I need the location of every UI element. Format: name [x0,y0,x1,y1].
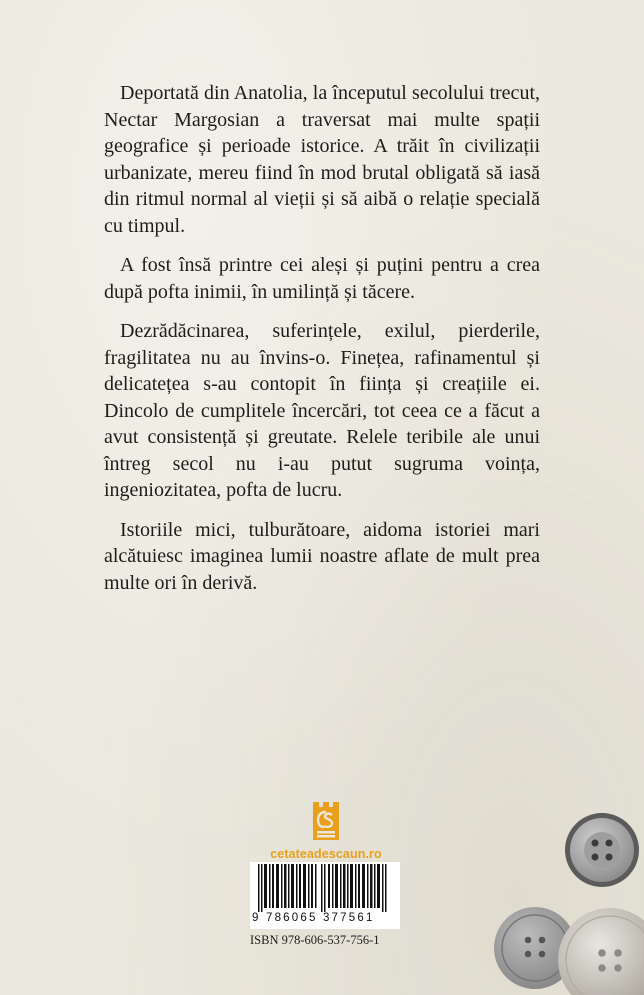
barcode-digits: 9 786065 377561 [252,912,375,924]
barcode-bars [250,862,400,912]
blurb-paragraph-2: A fost însă printre cei aleși și puțini pentru a crea după pofta inimii, în umilință și tăcere. [104,254,540,303]
blurb-paragraph-3: Dezrădăcinarea, suferințele, exilul, pierderile, fragilitatea nu au învins-o. Finețea, rafinamentul și delicatețea s-au contopit în ființa și creațiile ei. Dincolo de cumplitele încercări, tot ceea ce a făcut a avut consistență și greutate. Relele teribile ale unui întreg secol nu i-au putut sugruma voința, ingeniozitatea, pofta de lucru. [104,320,540,501]
castle-tower-logo-icon [311,800,341,842]
isbn-label: ISBN 978-606-537-756-1 [250,933,380,947]
sewing-buttons-decoration-icon [440,790,644,995]
publisher-website[interactable]: cetateadescaun.ro [270,847,382,861]
isbn-barcode [250,862,400,929]
blurb-text [104,80,540,609]
blurb-paragraph-1: Deportată din Anatolia, la începutul secolului trecut, Nectar Margosian a traversat mai multe spații geografice și perioade istorice. A trăit în civilizații urbanizate, mereu fiind în mod brutal obligată să iasă din ritmul normal al vieții și să aibă o relație specială cu timpul. [104,82,540,237]
blurb-paragraph-4: Istoriile mici, tulburătoare, aidoma istoriei mari alcătuiesc imaginea lumii noastre aflate de mult prea multe ori în derivă. [104,518,540,594]
